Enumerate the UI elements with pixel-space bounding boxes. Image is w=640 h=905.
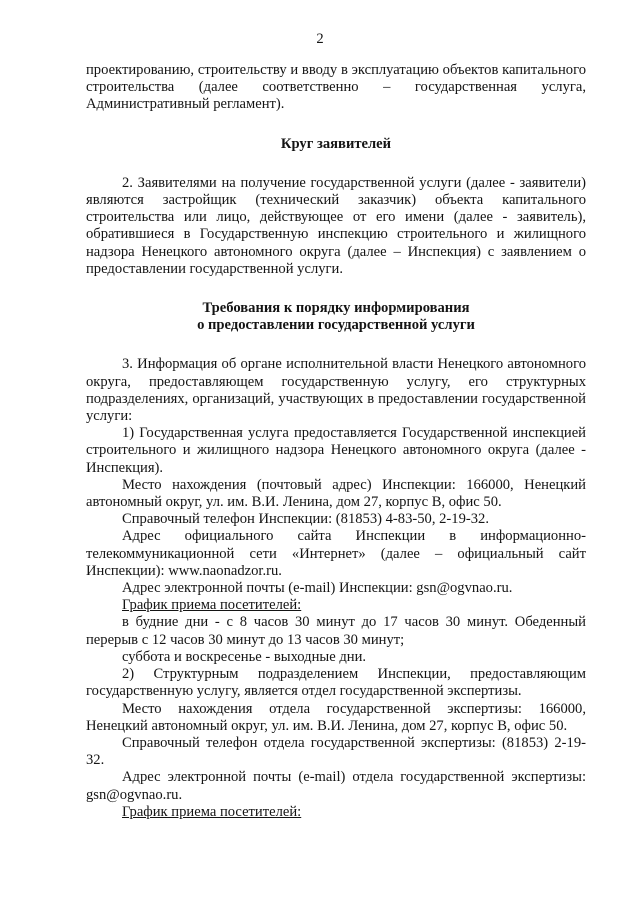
heading-informing-line1: Требования к порядку информирования (202, 300, 470, 317)
schedule-label: График приема посетителей: (122, 597, 302, 614)
schedule-weekend: суббота и воскресенье - выходные дни. (122, 648, 367, 665)
inspection-email: Адрес электронной почты (e-mail) Инспекции: gsn@ogvnao.ru. (122, 580, 513, 597)
paragraph-3-2: 2) Структурным подразделением Инспекции, предоставляющим государственную услугу, является отдел государственной экспертизы. (86, 666, 586, 700)
heading-applicants: Круг заявителей (280, 135, 392, 152)
paragraph-3: 3. Информация об органе исполнительной власти Ненецкого автономного округа, предоставляющем государственную услугу, его структурных подразделениях, организаций, участвующих в предоставлении государственной услуги: (86, 356, 586, 425)
intro-paragraph: проектированию, строительству и вводу в эксплуатацию объектов капитального строительства (далее соответственно – государственная услуга, Административный регламент). (86, 62, 586, 113)
department-address: Место нахождения отдела государственной экспертизы: 166000, Ненецкий автономный округ, ул. им. В.И. Ленина, дом 27, корпус В, офис 50. (86, 700, 586, 734)
paragraph-3-1: 1) Государственная услуга предоставляется Государственной инспекцией строительного и жилищного надзора Ненецкого автономного округа (далее - Инспекция). (86, 425, 586, 476)
inspection-phone: Справочный телефон Инспекции: (81853) 4-83-50, 2-19-32. (122, 511, 489, 528)
schedule-weekdays: в будние дни - с 8 часов 30 минут до 17 часов 30 минут. Обеденный перерыв с 12 часов 30 минут до 13 часов 30 минут; (86, 614, 586, 648)
schedule-label-2: График приема посетителей: (122, 803, 302, 820)
page-number: 2 (316, 31, 324, 47)
inspection-website: Адрес официального сайта Инспекции в информационно-телекоммуникационной сети «Интернет» (далее – официальный сайт Инспекции): www.naonadzor.ru. (86, 528, 586, 579)
page-content (86, 62, 586, 821)
inspection-address: Место нахождения (почтовый адрес) Инспекции: 166000, Ненецкий автономный округ, ул. им. В.И. Ленина, дом 27, корпус В, офис 50. (86, 476, 586, 511)
department-email: Адрес электронной почты (e-mail) отдела государственной экспертизы: gsn@ogvnao.ru. (86, 769, 586, 803)
heading-informing-line2: о предоставлении государственной услуги (197, 317, 475, 334)
paragraph-2: 2. Заявителями на получение государственной услуги (далее - заявители) являются застройщик (технический заказчик) объекта капитального строительства или лицо, действующее от его имени (далее - заявитель), обратившиеся в Государственную инспекцию строительного и жилищного надзора Ненецкого автономного округа (далее – Инспекция) с заявлением о предоставлении государственной услуги. (86, 174, 586, 277)
department-phone: Справочный телефон отдела государственной экспертизы: (81853) 2-19-32. (86, 734, 586, 769)
